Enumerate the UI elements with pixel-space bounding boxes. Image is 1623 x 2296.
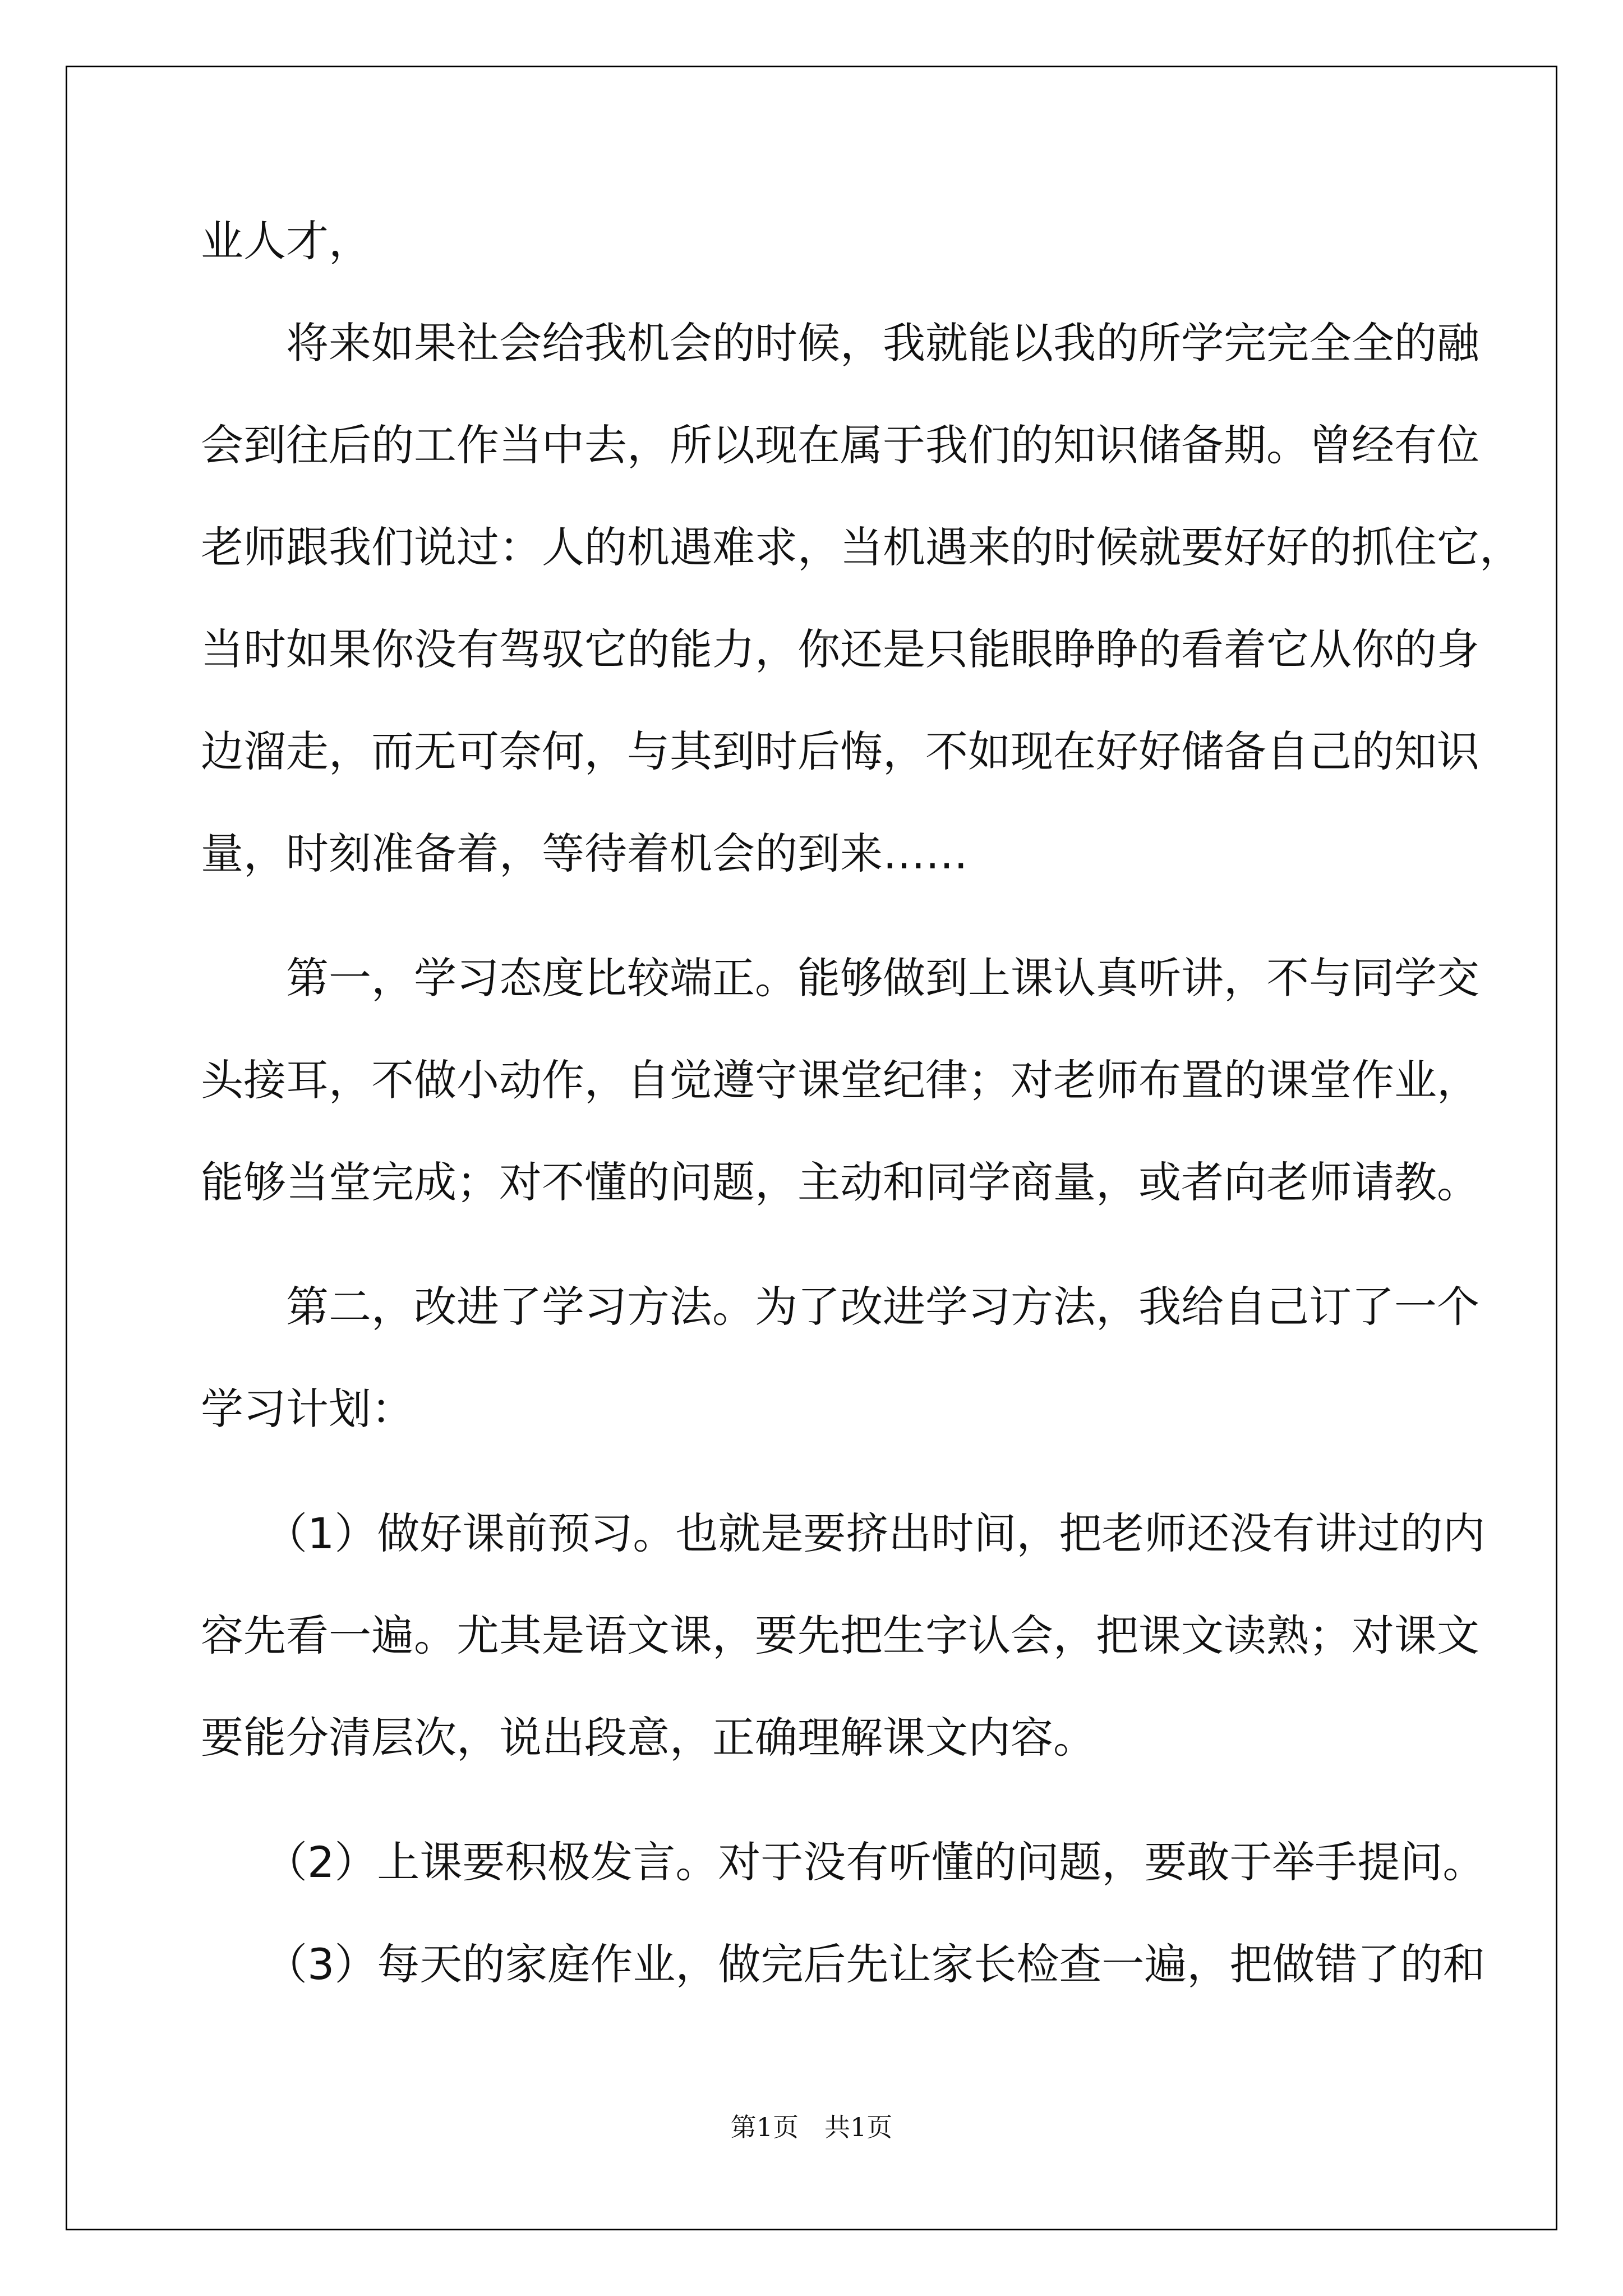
text-line: 能够当堂完成；对不懂的问题，主动和同学商量，或者向老师请教。 [201, 1157, 1479, 1207]
text-line: 第二，改进了学习方法。为了改进学习方法，我给自己订了一个 [201, 1282, 1479, 1332]
text-line: 第一，学习态度比较端正。能够做到上课认真听讲，不与同学交 [201, 953, 1479, 1003]
text-line: 要能分清层次，说出段意，正确理解课文内容。 [201, 1713, 1096, 1763]
page-border [66, 66, 1557, 2230]
text-line: 量，时刻准备着，等待着机会的到来…… [201, 829, 968, 878]
text-line: 学习计划： [201, 1384, 414, 1434]
text-line: 边溜走，而无可奈何，与其到时后悔，不如现在好好储备自己的知识 [201, 726, 1479, 776]
page-footer: 第1页 共1页 [730, 2112, 893, 2142]
text-line: 老师跟我们说过：人的机遇难求，当机遇来的时候就要好好的抓住它， [201, 522, 1522, 572]
text-line: （3）每天的家庭作业，做完后先让家长检查一遍，把做错了的和 [201, 1939, 1486, 1989]
text-line: （1）做好课前预习。也就是要挤出时间，把老师还没有讲过的内 [201, 1508, 1486, 1558]
text-line: 会到往后的工作当中去，所以现在属于我们的知识储备期。曾经有位 [201, 420, 1479, 470]
text-line: 将来如果社会给我机会的时候，我就能以我的所学完完全全的融 [201, 318, 1479, 368]
text-line: 当时如果你没有驾驭它的能力，你还是只能眼睁睁的看着它从你的身 [201, 624, 1479, 674]
text-line: 头接耳，不做小动作，自觉遵守课堂纪律；对老师布置的课堂作业， [201, 1055, 1479, 1105]
text-line: （2）上课要积极发言。对于没有听懂的问题，要敢于举手提问。 [201, 1837, 1486, 1887]
text-line: 容先看一遍。尤其是语文课，要先把生字认会，把课文读熟；对课文 [201, 1611, 1479, 1660]
text-line: 业人才， [201, 216, 371, 266]
